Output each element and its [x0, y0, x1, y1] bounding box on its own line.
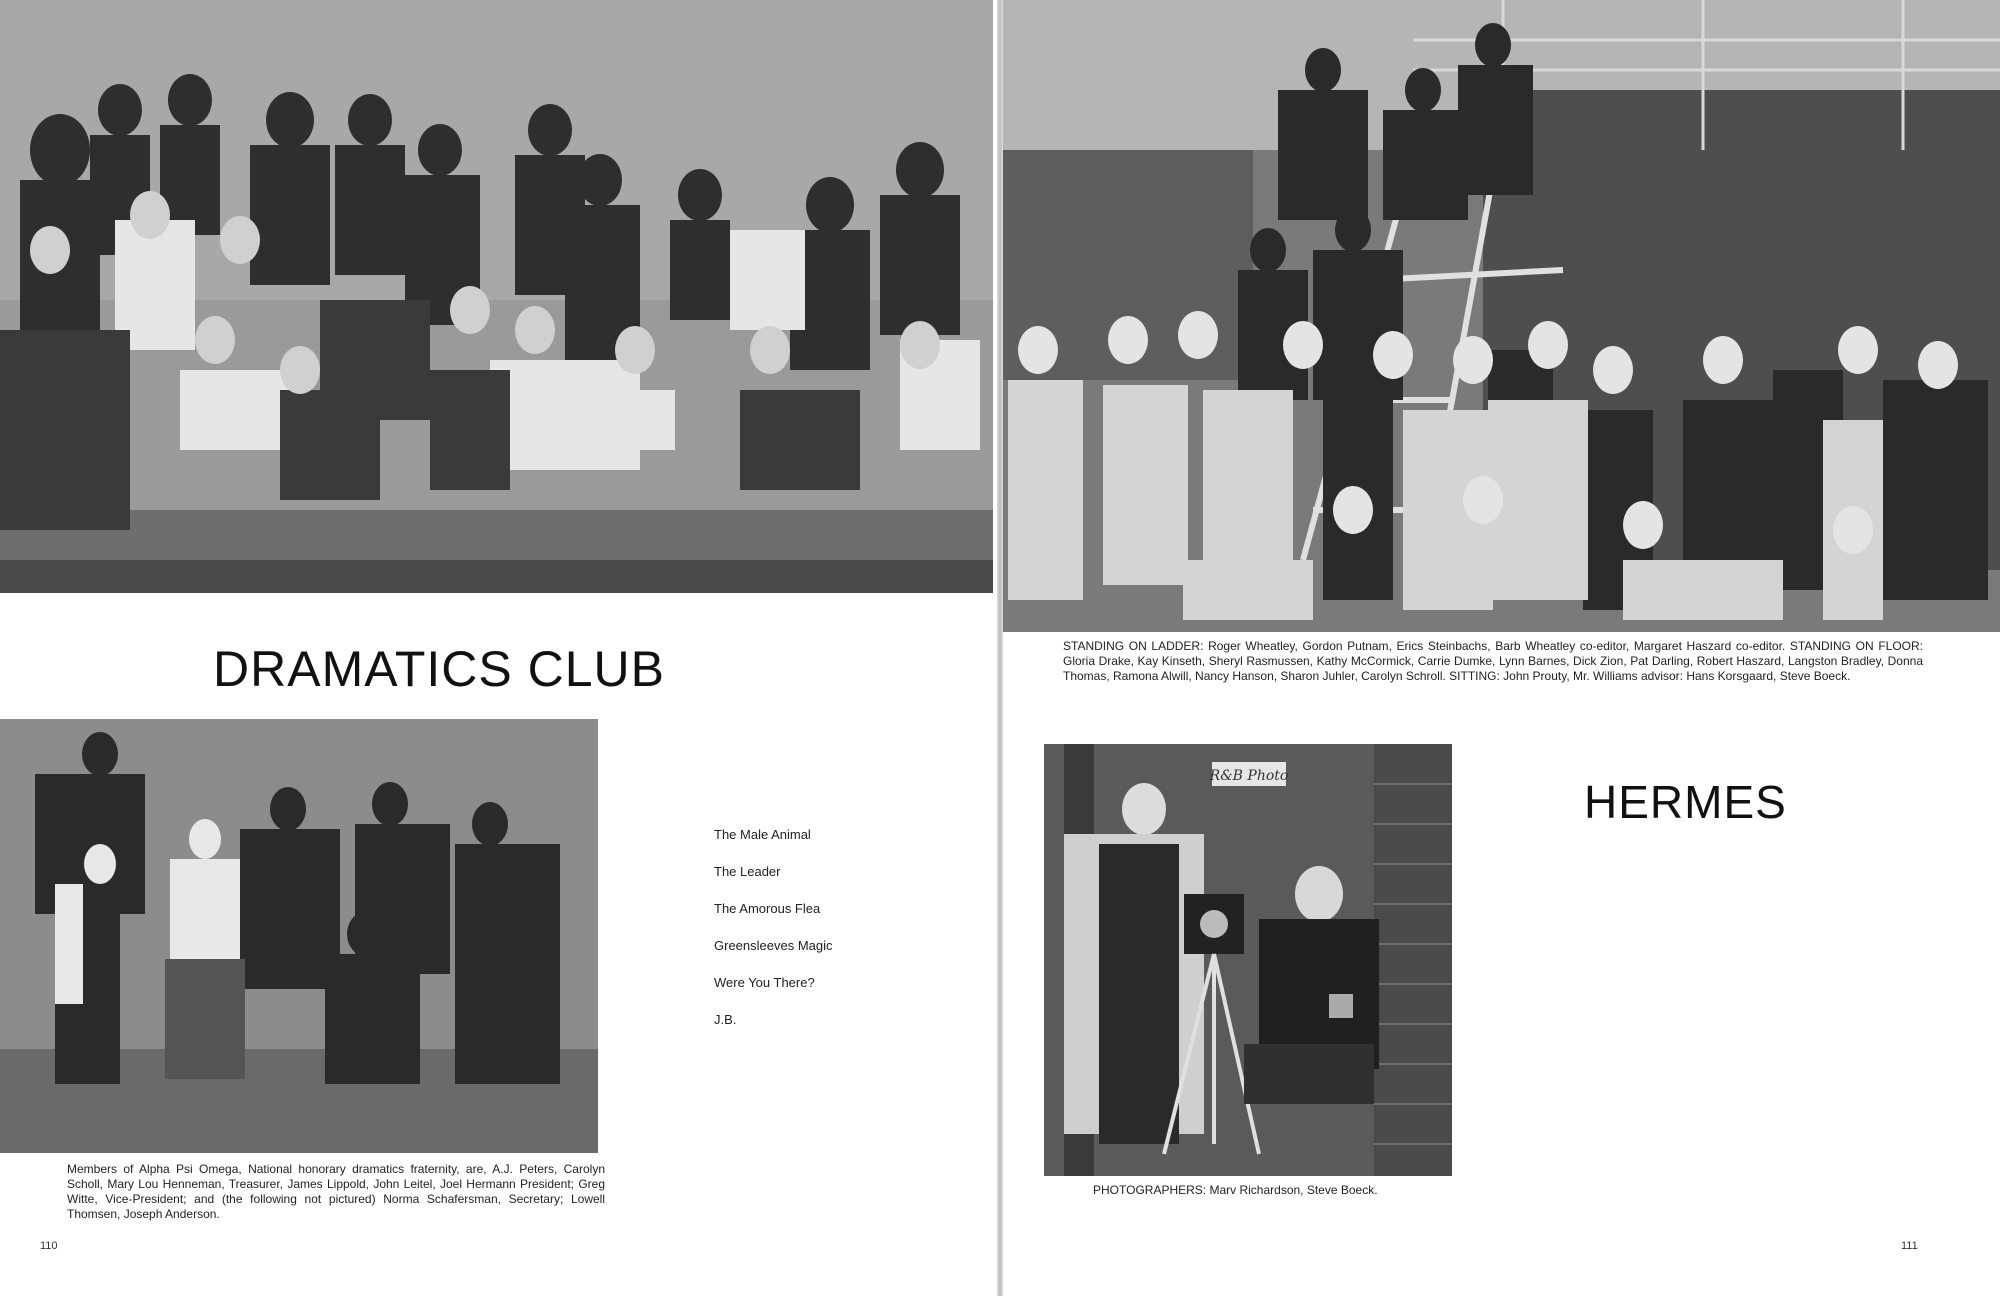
play-title: Greensleeves Magic: [714, 938, 833, 953]
play-title: The Male Animal: [714, 827, 811, 842]
dramatics-club-group-photo: [0, 0, 993, 593]
photo-sign-text: R&B Photo: [1209, 768, 1289, 784]
page-number-left: 110: [40, 1240, 58, 1252]
photographers-photo: [1044, 744, 1452, 1176]
alpha-psi-omega-photo: [0, 719, 598, 1153]
play-title: The Amorous Flea: [714, 901, 821, 916]
play-title: Were You There?: [714, 975, 815, 990]
dramatics-club-title: DRAMATICS CLUB: [213, 641, 666, 697]
page-number-right: 111: [1901, 1240, 1918, 1252]
photographers-caption: PHOTOGRAPHERS: Marv Richardson, Steve Boeck.: [1093, 1183, 1378, 1197]
play-title: J.B.: [714, 1012, 737, 1027]
alpha-psi-omega-caption: Members of Alpha Psi Omega, National honorary dramatics fraternity, are, A.J. Peters, Carolyn Scholl, Mary Lou Henneman, Treasurer, James Lippold, John Leitel, Joel Hermann President; Greg Witte, Vice-President; and (the following not pictured) Norma Schafersman, Secretary; Lowell Thomsen, Joseph Anderson.: [67, 1162, 605, 1221]
play-title: The Leader: [714, 864, 781, 879]
hermes-title: HERMES: [1584, 776, 1787, 828]
plays-list: [714, 826, 833, 1048]
hermes-staff-photo: [1003, 0, 2000, 632]
hermes-staff-caption: STANDING ON LADDER: Roger Wheatley, Gordon Putnam, Erics Steinbachs, Barb Wheatley co-editor, Margaret Haszard co-editor. STANDING ON FLOOR: Gloria Drake, Kay Kinseth, Sheryl Rasmussen, Kathy McCormick, Carrie Dumke, Lynn Barnes, Dick Zion, Pat Darling, Robert Haszard, Langston Bradley, Donna Thomas, Ramona Alwill, Nancy Hanson, Sharon Juhler, Carolyn Schroll. SITTING: John Prouty, Mr. Williams advisor: Hans Korsgaard, Steve Boeck.: [1063, 639, 1923, 683]
